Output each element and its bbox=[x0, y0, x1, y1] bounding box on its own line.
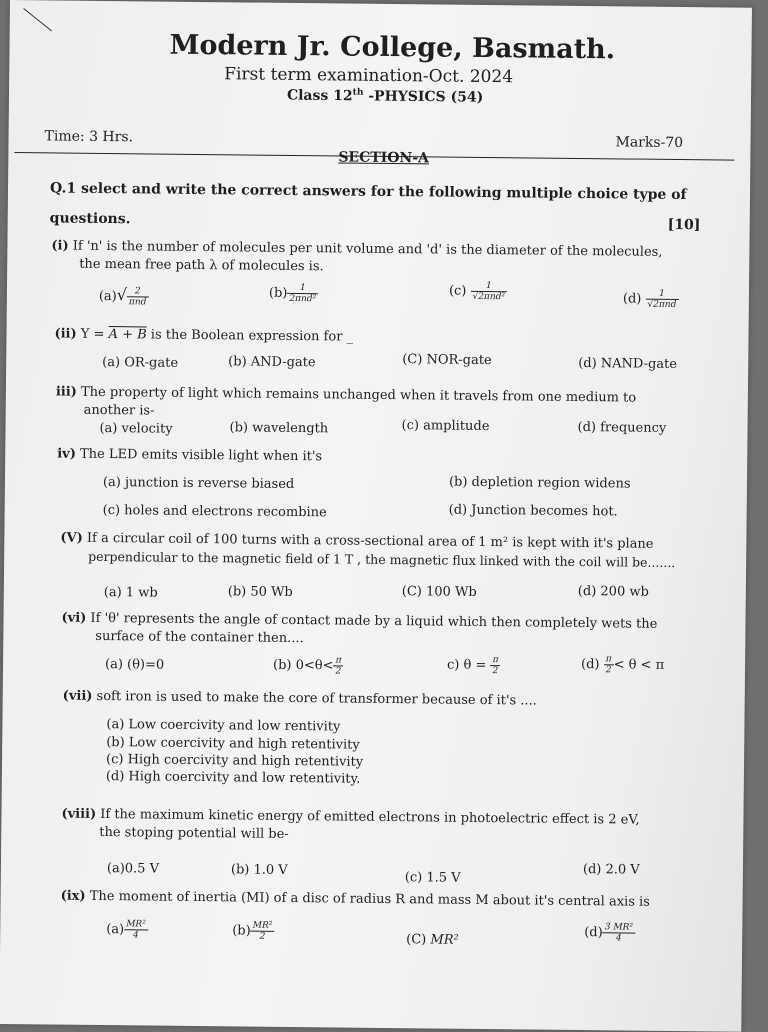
option-6a: (a) (θ)=0 bbox=[104, 657, 165, 673]
option-2a: (a) OR-gate bbox=[102, 354, 179, 371]
option-8d: (d) 2.0 V bbox=[582, 862, 640, 878]
question-5-line2: perpendicular to the magnetic field of 1 T , the magnetic flux linked with the coil will be....... bbox=[88, 548, 676, 570]
option-2d: (d) NAND-gate bbox=[578, 355, 678, 373]
question-1-line2: the mean free path λ of molecules is. bbox=[79, 256, 324, 275]
college-name: Modern Jr. College, Basmath. bbox=[169, 29, 616, 66]
option-5c: (C) 100 Wb bbox=[401, 584, 477, 600]
q1-instruction: Q.1 select and write the correct answers for the following multiple choice type of bbox=[49, 180, 687, 204]
option-7c: (c) High coercivity and high retentivity bbox=[105, 752, 364, 770]
option-7b: (b) Low coercivity and high retentivity bbox=[106, 735, 360, 753]
question-3: iii) The property of light which remains unchanged when it travels from one medium to bbox=[55, 384, 637, 406]
option-4d: (d) Junction becomes hot. bbox=[448, 502, 618, 520]
option-1b: (b) $\frac{1}{\text{2πnd²}}$ bbox=[269, 283, 318, 305]
option-8c: (c) 1.5 V bbox=[404, 870, 461, 886]
q1-marks: [10] bbox=[667, 216, 701, 234]
class-subject: Class 12th -PHYSICS (54) bbox=[286, 87, 484, 106]
question-2: (ii) Y = A + B is the Boolean expression for _ bbox=[54, 326, 354, 345]
question-8: (viii) If the maximum kinetic energy of emitted electrons in photoelectric effect is 2 eV, bbox=[61, 806, 640, 828]
question-6: (vi) If 'θ' represents the angle of contact made by a liquid which then completely wets the bbox=[61, 610, 658, 632]
question-5: (V) If a circular coil of 100 turns with a cross-sectional area of 1 m² is kept with it's plane bbox=[60, 530, 654, 552]
question-8-line2: the stoping potential will be- bbox=[99, 824, 289, 842]
time-label: Time: 3 Hrs. bbox=[44, 128, 134, 146]
section-title: SECTION-A bbox=[338, 149, 430, 167]
q1-instruction-2: questions. bbox=[49, 210, 131, 228]
question-1: (i) If 'n' is the number of molecules per unit volume and 'd' is the diameter of the molecules, bbox=[51, 238, 663, 260]
option-9b: (b) $\frac{\text{MR²}}{2}$ bbox=[232, 920, 273, 942]
option-4a: (a) junction is reverse biased bbox=[102, 475, 295, 493]
option-5b: (b) 50 Wb bbox=[227, 584, 293, 600]
option-6b: (b) 0<θ< $\frac{\pi}{2}$ bbox=[272, 655, 342, 677]
option-9c: (C) MR² bbox=[406, 932, 459, 948]
option-3b: (b) wavelength bbox=[229, 420, 329, 437]
option-7d: (d) High coercivity and low retentivity. bbox=[105, 769, 361, 787]
option-5d: (d) 200 wb bbox=[577, 583, 649, 600]
option-3c: (c) amplitude bbox=[401, 418, 490, 435]
option-2c: (C) NOR-gate bbox=[402, 352, 492, 369]
option-3a: (a) velocity bbox=[99, 420, 173, 437]
option-9d: (d) $\frac{\text{3 MR²}}{4}$ bbox=[584, 922, 634, 944]
question-7: (vii) soft iron is used to make the core of transformer because of it's .... bbox=[62, 688, 537, 709]
exam-title: First term examination-Oct. 2024 bbox=[224, 64, 514, 88]
question-9: (ix) The moment of inertia (MI) of a disc of radius R and mass M about it's central axis is bbox=[60, 888, 650, 910]
option-6c: c) θ = $\frac{\pi}{2}$ bbox=[446, 655, 499, 677]
pen-mark bbox=[23, 8, 52, 31]
option-8a: (a)0.5 V bbox=[106, 861, 160, 877]
option-2b: (b) AND-gate bbox=[228, 354, 316, 371]
option-8b: (b) 1.0 V bbox=[230, 862, 288, 878]
option-1d: (d) $\frac{1}{\text{√2πnd}}$ bbox=[623, 288, 679, 310]
option-6d: (d) $\frac{\pi}{2}$ < θ < π bbox=[580, 654, 665, 676]
question-3-line2: another is- bbox=[83, 402, 155, 419]
option-5a: (a) 1 wb bbox=[103, 585, 158, 601]
option-9a: (a) $\frac{\text{MR²}}{4}$ bbox=[106, 919, 146, 941]
option-1a: (a)√ $\frac{2}{\text{πnd}}$ bbox=[99, 285, 149, 308]
question-6-line2: surface of the container then.... bbox=[95, 628, 304, 647]
option-4b: (b) depletion region widens bbox=[448, 474, 631, 492]
option-4c: (c) holes and electrons recombine bbox=[102, 502, 327, 521]
marks-label: Marks-70 bbox=[615, 134, 684, 152]
option-1c: (c) $\frac{1}{\text{√2πnd²}}$ bbox=[449, 281, 507, 303]
question-4: iv) The LED emits visible light when it's bbox=[57, 446, 323, 465]
option-3d: (d) frequency bbox=[577, 419, 667, 436]
option-7a: (a) Low coercivity and low rentivity bbox=[106, 717, 341, 735]
